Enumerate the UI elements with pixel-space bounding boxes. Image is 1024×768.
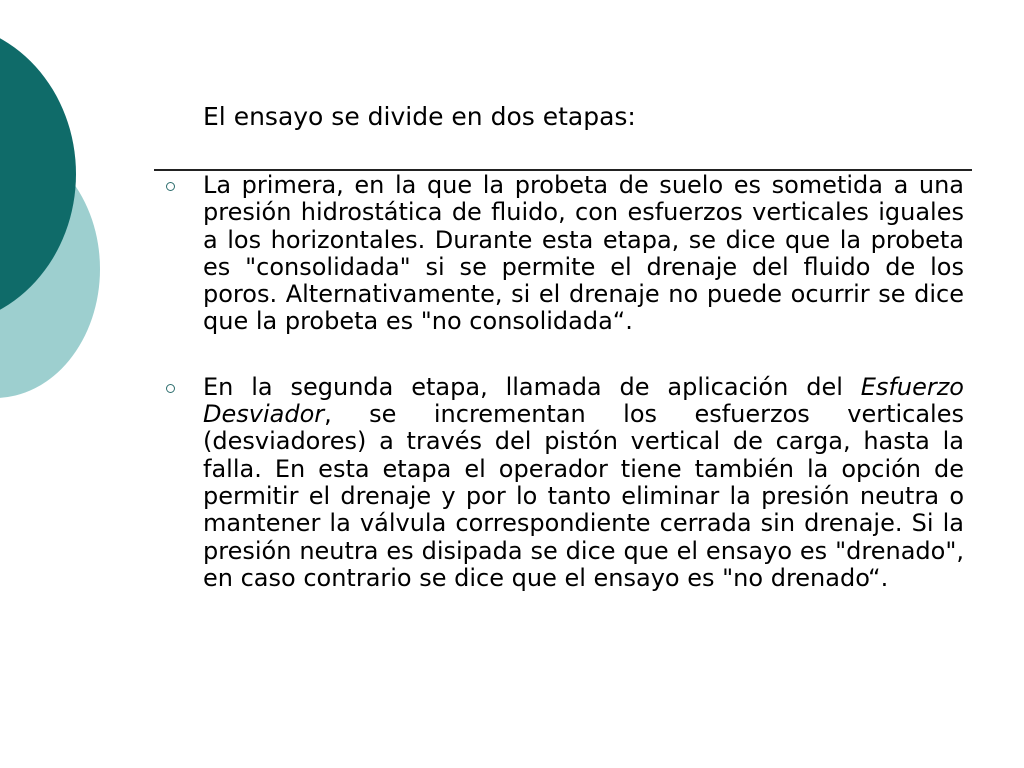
bullet-text-before: En la segunda etapa, llamada de aplicación del <box>203 372 861 401</box>
bullet-list <box>160 172 964 592</box>
bullet-item-second-stage <box>160 374 964 592</box>
bullet-item-first-stage <box>160 172 964 336</box>
bullet-text-after: , se incrementan los esfuerzos verticales (desviadores) a través del pistón vertical de carga, hasta la falla. En esta etapa el operador tiene también la opción de permitir el drenaje y por lo tanto eliminar la presión neutra o mantener la válvula correspondiente cerrada sin drenaje. Si la presión neutra es disipada se dice que el ensayo es "drenado", en caso contrario se dice que el ensayo es "no drenado“. <box>203 400 964 592</box>
bullet-text: La primera, en la que la probeta de suelo es sometida a una presión hidrostática de fluido, con esfuerzos verticales iguales a los horizontales. Durante esta etapa, se dice que la probeta es "consolidada" si se permite el drenaje del fluido de los poros. Alternativamente, si el drenaje no puede ocurrir se dice que la probeta es "no consolidada“. <box>203 171 964 336</box>
hollow-circle-icon <box>166 384 175 393</box>
bullet-text-emphasis: Esfuerzo Desviador <box>203 372 964 429</box>
hollow-circle-icon <box>166 182 175 191</box>
slide-title: El ensayo se divide en dos etapas: <box>203 102 636 131</box>
